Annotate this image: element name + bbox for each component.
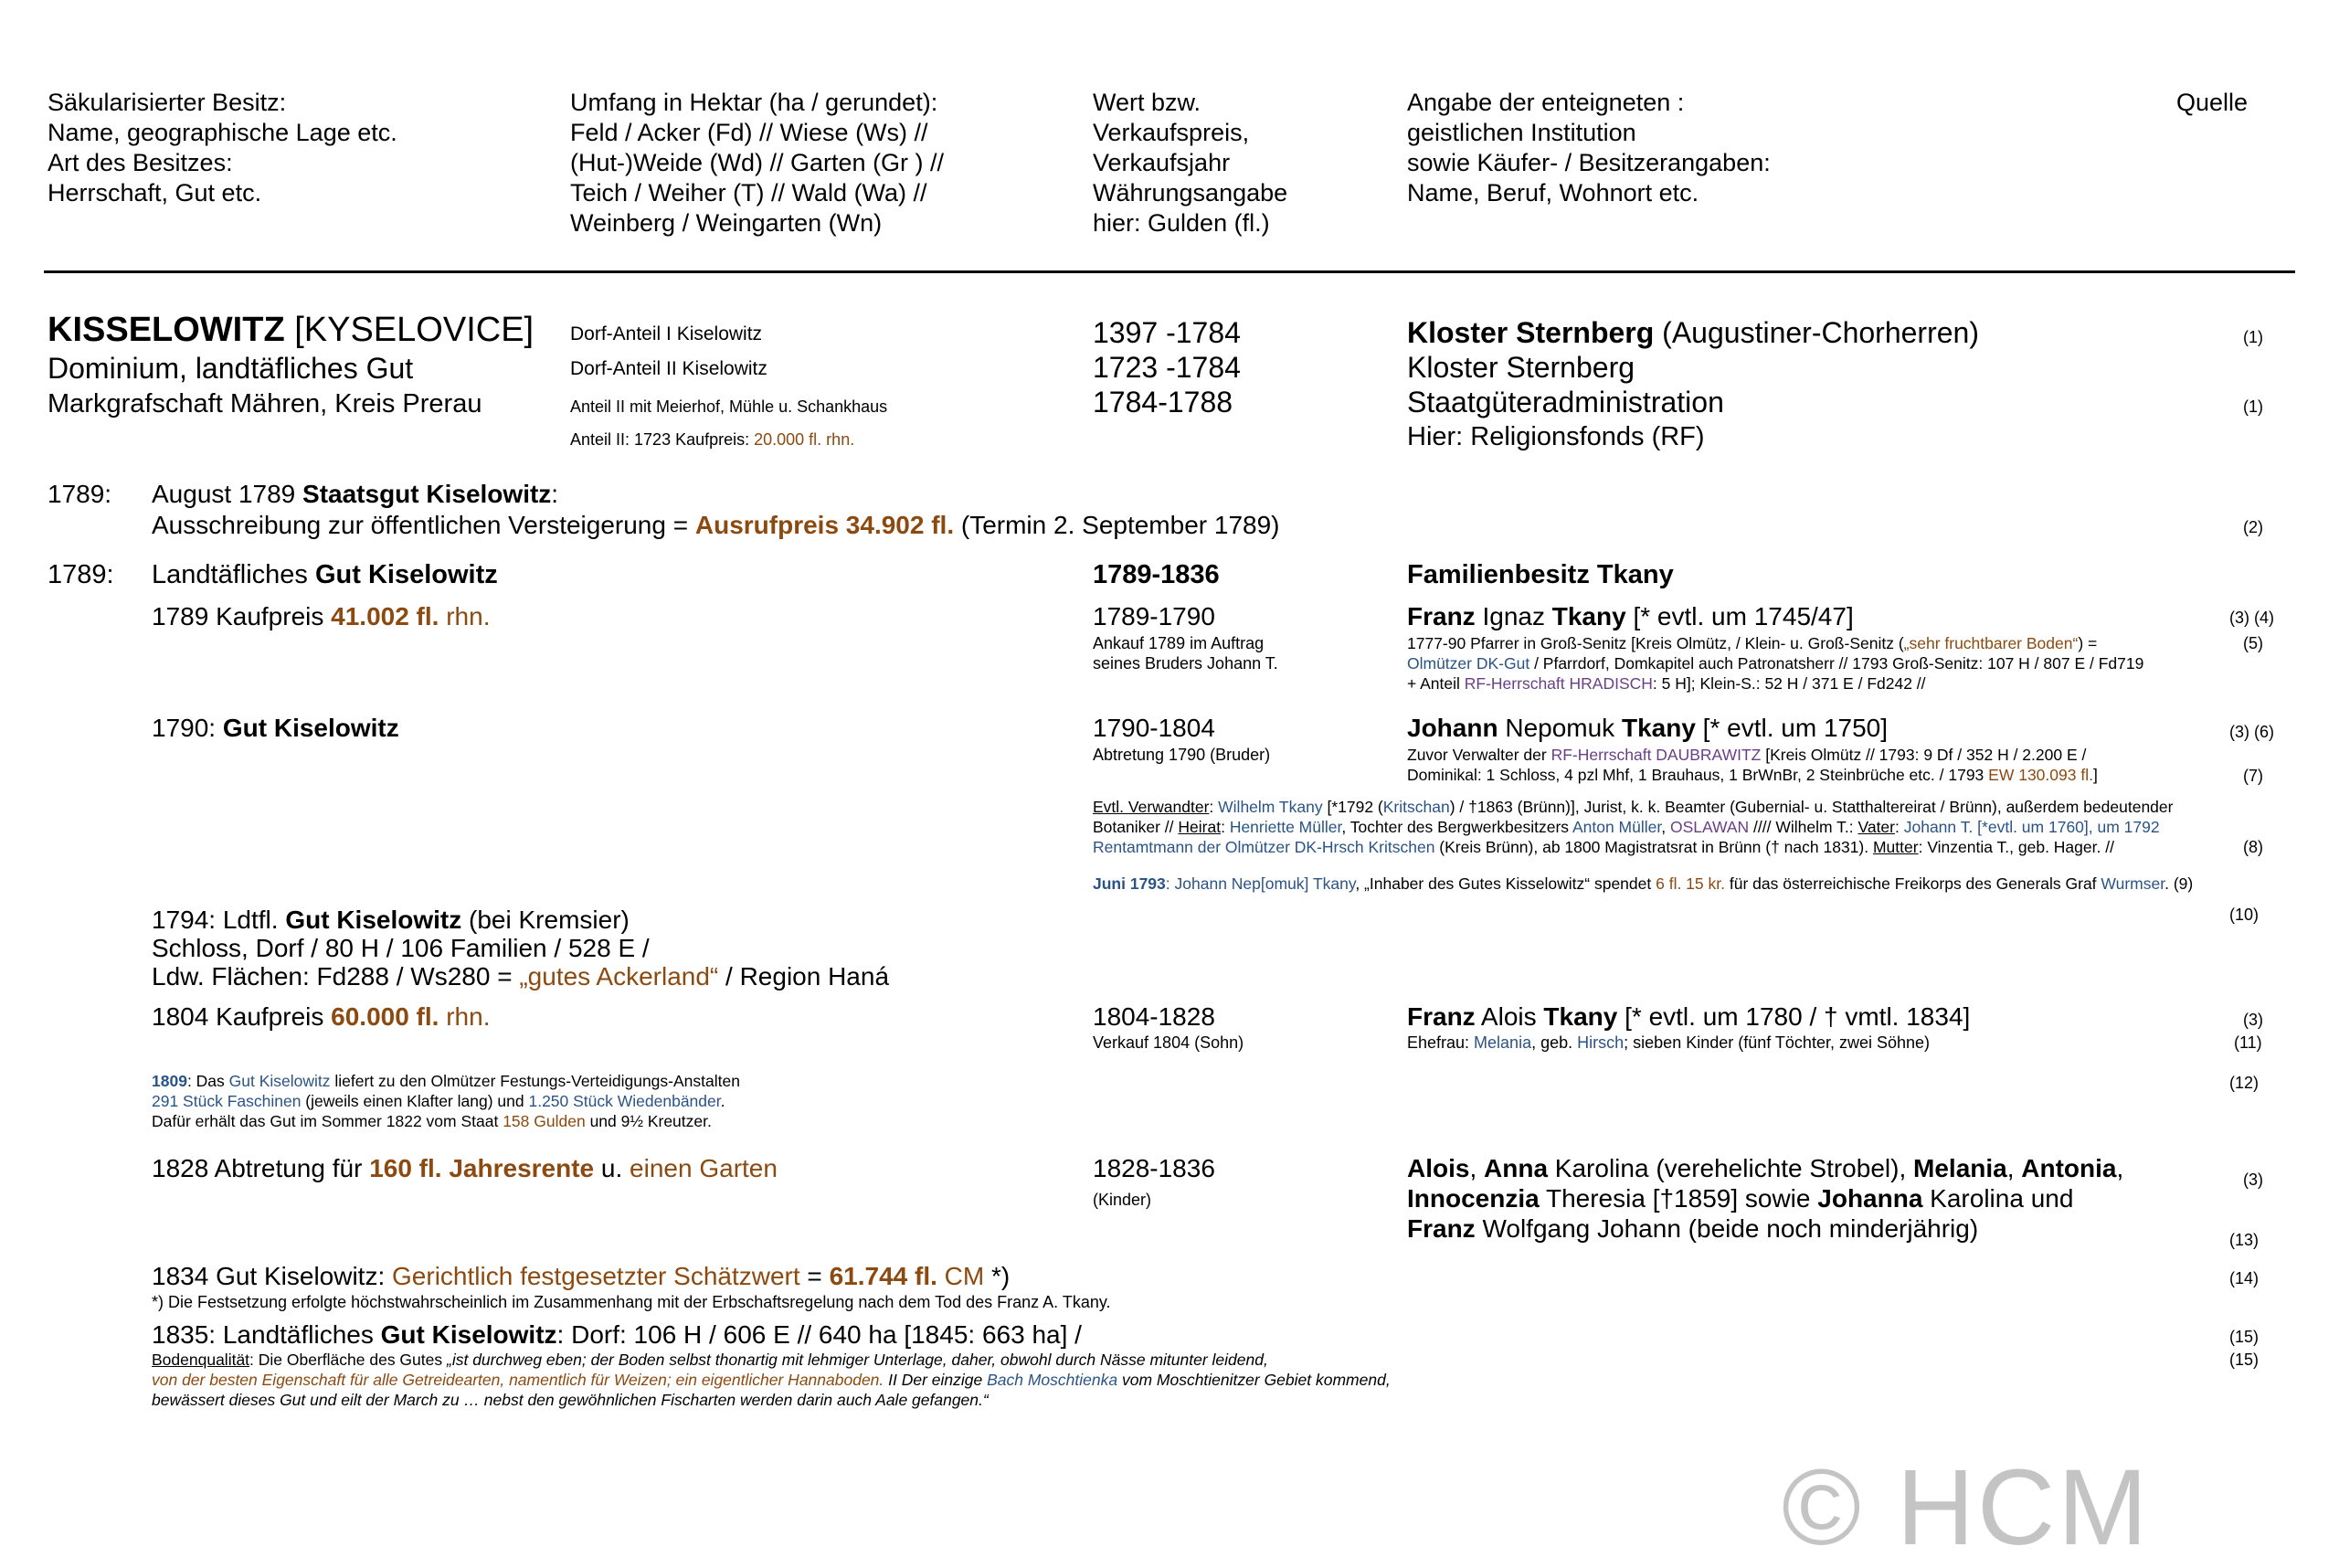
text: (Termin 2. September 1789) [954,511,1280,539]
anteil-4 [570,429,854,450]
text: Zuvor Verwalter der [1407,746,1551,764]
text: II Der einzige [884,1371,988,1389]
owner-1-rest: (Augustiner-Chorherren) [1654,316,1979,349]
link-text: Olmützer DK-Gut [1407,654,1530,673]
abtretung-1828 [152,1153,778,1184]
anteil-4-price: 20.000 fl. rhn. [754,430,855,449]
copyright-watermark: © HCM [1782,1447,2151,1568]
note-verkauf: Verkauf 1804 (Sohn) [1093,1033,1244,1052]
owners-kinder-2 [1407,1183,2073,1214]
text: , [1661,818,1670,836]
price-unit: rhn. [439,1002,491,1031]
label: Heirat [1178,818,1222,836]
text-bold: Franz [1407,1002,1476,1031]
header-text: Herrschaft, Gut etc. [48,179,262,207]
amount: 6 fl. 15 kr. [1656,874,1725,893]
gut-1835-line [152,1319,1082,1351]
text: . (9) [2164,874,2194,893]
header-text: Angabe der enteigneten : [1407,89,1685,116]
ref-10: (10) [2229,906,2260,924]
owners-kinder-3 [1407,1213,1978,1245]
text: Botaniker // [1093,818,1179,836]
text-bold: Antonia [2021,1154,2117,1182]
gut-1790-line [152,713,399,744]
date: Juni 1793 [1093,874,1166,893]
place: OSLAWAN [1669,818,1750,836]
johann-note-2 [1407,765,2098,785]
text: Ignaz [1475,602,1552,630]
text: Theresia [†1859] sowie [1539,1184,1818,1213]
herrschaft: RF-Herrschaft DAUBRAWITZ [1551,746,1762,764]
text: [*evtl. um 1760], um 1792 [1973,818,2160,836]
year-1789-a: 1789: [48,480,112,508]
owner-franz-alois [1407,1001,1970,1033]
owner-franz-ignaz [1407,601,1854,632]
header-col-institution [1407,88,1771,208]
verwandt-line-3 [1093,837,2114,857]
person: Henriette Müller [1229,818,1342,836]
text-bold: Gut Kiselowitz [222,714,399,742]
header-text: Umfang in Hektar (ha / gerundet): [570,89,938,116]
text: [Kreis Olmütz // 1793: 9 Df / 352 H / 2.200 E / [1761,746,2087,764]
person: Johann Nep[omuk] Tkany [1174,874,1356,893]
dates-1804-1828: 1804-1828 [1093,1002,1215,1031]
text: = [799,1262,830,1290]
person: Johann T. [1903,818,1974,836]
text-bold: Tkany [1551,602,1626,630]
anteil-3: Anteil II mit Meierhof, Mühle u. Schankhaus [570,397,888,416]
header-text: Säkularisierter Besitz: [48,89,287,116]
price: 60.000 fl. [331,1002,439,1031]
ref-1: (1) [2243,328,2263,346]
text: Dafür erhält das Gut im Sommer 1822 vom Staat [152,1112,503,1130]
kaufpreis-1804 [152,1001,490,1033]
text: (bei Kremsier) [461,906,630,934]
text: 1790: [152,714,223,742]
person: Melania [1474,1033,1532,1052]
dates-1789-1836: 1789-1836 [1093,560,1220,589]
text: : [551,480,559,508]
header-col-wert [1093,88,1287,238]
text: Dominikal: 1 Schloss, 4 pzl Mhf, 1 Brauhaus, 1 BrWnBr, 2 Steinbrüche etc. / 1793 [1407,766,1989,784]
text: / Region Haná [718,962,890,991]
ref-12: (11) [2234,1033,2262,1052]
header-col-besitz [48,88,397,208]
header-text: Währungsangabe [1093,179,1288,207]
ref-16: (14) [2229,1269,2260,1287]
person: Hirsch [1577,1033,1625,1052]
text: / Pfarrdorf, Domkapitel auch Patronatsherr // 1793 Groß-Senitz: 107 H / 807 E / Fd719 [1529,654,2144,673]
text-bold: Alois [1407,1154,1470,1182]
text: [* evtl. um 1750] [1695,714,1889,742]
title-alt: [KYSELOVICE] [284,311,534,349]
owner-4: Hier: Religionsfonds (RF) [1407,422,1705,451]
amount: 61.744 fl. [829,1262,937,1290]
text: Karolina und [1922,1184,2074,1213]
ref-7: (7) [2243,767,2263,785]
text: Rentamtmann der Olmützer DK-Hrsch Kritschen [1093,838,1435,856]
header-text: Verkaufspreis, [1093,119,1250,146]
text: , [2006,1154,2022,1182]
schaetzwert-1834 [152,1261,1010,1292]
owner-3: Staatgüteradministration [1407,386,1724,418]
text: : Das [186,1072,229,1090]
text: 1835: Landtäfliches [152,1320,381,1349]
text-bold: Franz [1407,602,1476,630]
title-main: KISSELOWITZ [48,311,285,349]
ref-4: (3) (4) [2229,609,2274,627]
person: Wilhelm Tkany [1218,798,1323,816]
text: und 9½ Kreutzer. [585,1112,712,1130]
text: 1777-90 Pfarrer in Groß-Senitz [Kreis Olmütz, / Klein- u. Groß-Senitz ( [1407,634,1904,652]
ref-11: (3) [2243,1011,2263,1029]
juni-1793-line [1093,874,2193,894]
text: 1828 Abtretung für [152,1154,370,1182]
text-bold: Gut Kiselowitz [314,560,498,589]
text: Landtäfliches [152,560,315,589]
staatsgut-line-2 [152,510,1280,541]
rente: Jahresrente [449,1154,595,1182]
header-text: Art des Besitzes: [48,149,233,176]
text: vom Moschtienitzer Gebiet kommend, [1117,1371,1391,1389]
text: : [1895,818,1904,836]
text-bold: Anna [1484,1154,1549,1182]
ref-8: (8) [2243,838,2263,856]
text-bold: Franz [1407,1214,1476,1243]
footnote-1834: *) Die Festsetzung erfolgte höchstwahrscheinlich im Zusammenhang mit der Erbschaftsregelung nach dem Tod des Franz A. Tkany. [152,1293,1111,1311]
text: 1789 Kaufpreis [152,602,332,630]
staatsgut-line-1 [152,479,558,510]
text: : Vinzentia T., geb. Hager. // [1918,838,2114,856]
text: ] [2092,766,2098,784]
header-text: Teich / Weiher (T) // Wald (Wa) // [570,179,927,207]
note-kinder: (Kinder) [1093,1191,1152,1209]
text-bold: Tkany [1621,714,1696,742]
text: , [1469,1154,1485,1182]
text: : 5 H]; Klein-S.: 52 H / 371 E / Fd242 // [1652,674,1926,693]
person: Wurmser [2101,874,2165,893]
text: Ehefrau: [1407,1033,1475,1052]
anteil-1: Dorf-Anteil I Kiselowitz [570,323,763,344]
franz-alois-note [1407,1033,1930,1053]
quote: „sehr fruchtbarer Boden“ [1903,634,2079,652]
ref-15: (13) [2229,1231,2260,1249]
amount: 158 Gulden [503,1112,586,1130]
header-text: (Hut-)Weide (Wd) // Garten (Gr ) // [570,149,945,176]
owner-1 [1407,314,1979,351]
dates-1828-1836: 1828-1836 [1093,1154,1215,1182]
text: : [1209,798,1219,816]
text: 1794: Ldtfl. [152,906,286,934]
text: , [2116,1154,2124,1182]
header-text: geistlichen Institution [1407,119,1636,146]
text: *) [984,1262,1011,1290]
bach: Bach Moschtienka [987,1371,1118,1389]
anteil-2: Dorf-Anteil II Kiselowitz [570,358,767,379]
boden-line-1 [152,1350,1268,1370]
ref-5: (5) [2243,634,2263,652]
text: : [1165,874,1175,893]
text: Karolina (verehelichte Strobel), [1548,1154,1914,1182]
text: [*1792 ( [1322,798,1383,816]
owner-2: Kloster Sternberg [1407,351,1635,384]
header-text: hier: Gulden (fl.) [1093,209,1270,237]
place: Kritschan [1382,798,1450,816]
ref-13: (12) [2229,1074,2260,1092]
gut: Gut Kiselowitz [228,1072,331,1090]
text: //// Wilhelm T.: [1749,818,1858,836]
text: [* evtl. um 1745/47] [1625,602,1854,630]
header-text: Feld / Acker (Fd) // Wiese (Ws) // [570,119,928,146]
text: ) / †1863 (Brünn)], Jurist, k. k. Beamter (Gubernial- u. Statthaltereirat / Brünn), außerdem bedeutender [1449,798,2174,816]
johann-note-1 [1407,745,2086,765]
year-1789-b: 1789: [48,560,114,589]
owner-1-name: Kloster Sternberg [1407,316,1655,349]
text-bold: Gut Kiselowitz [380,1320,557,1349]
date-3: 1784-1788 [1093,386,1233,418]
label: Evtl. Verwandter [1093,798,1210,816]
header-text: Name, Beruf, Wohnort etc. [1407,179,1699,207]
text: August 1789 [152,480,303,508]
ref-18: (15) [2229,1351,2260,1369]
ref-6: (3) (6) [2229,723,2274,741]
quote: „ist durchweg eben; der Boden selbst thonartig mit lehmiger Unterlage, daher, obwohl durch Nässe mitunter leidend, [447,1351,1268,1369]
text: Alois [1475,1002,1544,1031]
garten: einen Garten [630,1154,778,1182]
currency: CM [937,1262,985,1290]
text: , geb. [1531,1033,1578,1052]
text: 1804 Kaufpreis [152,1002,332,1031]
verwandt-line-2 [1093,817,2160,837]
text: + Anteil [1407,674,1465,693]
header-text: Name, geographische Lage etc. [48,119,397,146]
text-bold: Gut Kiselowitz [285,906,462,934]
header-col-umfang [570,88,944,238]
ref-17: (15) [2229,1328,2260,1346]
text: : Dorf: 106 H / 606 E // 640 ha [1845: 663 ha] / [556,1320,1082,1349]
text-bold: Tkany [1543,1002,1618,1031]
gut-1794-line-3 [152,961,889,992]
note-ankauf: Ankauf 1789 im Auftrag [1093,634,1265,652]
dates-1790-1804: 1790-1804 [1093,714,1215,742]
text: für das österreichische Freikorps des Generals Graf [1724,874,2101,893]
gut-1794-line-1 [152,905,630,936]
quote: von der besten Eigenschaft für alle Getreidearten, namentlich für Weizen; ein eigentlicher Hannaboden. [152,1371,884,1389]
text: 1834 Gut Kiselowitz: [152,1262,393,1290]
header-col-quelle: Quelle [2176,89,2249,116]
ausrufpreis: Ausrufpreis 34.902 fl. [694,511,955,539]
herrschaft: RF-Herrschaft HRADISCH [1464,674,1653,693]
header-divider [44,270,2295,273]
amount: 291 Stück Faschinen [152,1092,302,1110]
text: ; sieben Kinder (fünf Töchter, zwei Söhne) [1624,1033,1931,1052]
ref-3: (2) [2243,518,2263,536]
header-text: sowie Käufer- / Besitzerangaben: [1407,149,1771,176]
text-bold: Staatsgut Kiselowitz [302,480,552,508]
gut-1794-line-2: Schloss, Dorf / 80 H / 106 Familien / 528 E / [152,934,650,962]
price: 41.002 fl. [331,602,439,630]
text: (jeweils einen Klafter lang) und [301,1092,529,1110]
ertragswert: EW 130.093 fl. [1988,766,2093,784]
text: , Tochter des Bergwerkbesitzers [1341,818,1572,836]
text: Wolfgang Johann (beide noch minderjährig) [1475,1214,1979,1243]
label: Mutter [1872,838,1919,856]
note-bruder: seines Bruders Johann T. [1093,654,1278,673]
text: Nepomuk [1498,714,1622,742]
subtitle-region: Markgrafschaft Mähren, Kreis Prerau [48,389,482,418]
label: Vater [1857,818,1895,836]
year: 1809 [152,1072,187,1090]
kaufpreis-1789 [152,601,490,632]
header-text: Weinberg / Weingarten (Wn) [570,209,883,237]
verwandt-line-1 [1093,797,2173,817]
header-text: Wert bzw. [1093,89,1201,116]
text: , „Inhaber des Gutes Kisselowitz“ spendet [1355,874,1656,893]
text: (Kreis Brünn), ab 1800 Magistratsrat in Brünn († nach 1831). [1434,838,1873,856]
note-abtretung: Abtretung 1790 (Bruder) [1093,746,1271,764]
y1809-line-1 [152,1071,740,1091]
text: Ausschreibung zur öffentlichen Versteigerung = [152,511,695,539]
owners-kinder-1 [1407,1153,2123,1184]
text: Ldw. Flächen: Fd288 / Ws280 = [152,962,520,991]
text: . [720,1092,725,1110]
subtitle-dominium: Dominium, landtäfliches Gut [48,352,414,385]
franz-note-2 [1407,653,2143,673]
y1809-line-2 [152,1091,725,1111]
header-text: Verkaufsjahr [1093,149,1231,176]
text: : Die Oberfläche des Gutes [249,1351,447,1369]
text: : [1221,818,1230,836]
boden-line-3: bewässert dieses Gut und eilt der March zu … nebst den gewöhnlichen Fischarten werden darin auch Aale gefangen.“ [152,1391,989,1409]
text-bold: Melania [1913,1154,2007,1182]
label: Bodenqualität [152,1351,250,1369]
text: u. [594,1154,630,1182]
boden-line-2 [152,1370,1391,1390]
amount: 1.250 Stück Wiedenbänder [528,1092,721,1110]
dates-1789-1790: 1789-1790 [1093,602,1215,630]
franz-note-1 [1407,633,2097,653]
owner-johann [1407,713,1888,744]
text: [* evtl. um 1780 / † vmtl. 1834] [1617,1002,1971,1031]
quote: „gutes Ackerland“ [519,962,719,991]
ref-2: (1) [2243,397,2263,416]
text-bold: Johann [1407,714,1498,742]
franz-note-3 [1407,673,1926,694]
anteil-4-label: Anteil II: 1723 Kaufpreis: [570,430,755,449]
schaetzwert-label: Gerichtlich festgesetzter Schätzwert [392,1262,800,1290]
person: Anton Müller [1572,818,1662,836]
text: liefert zu den Olmützer Festungs-Verteidigungs-Anstalten [330,1072,740,1090]
page-title [48,310,534,350]
text-bold: Innocenzia [1407,1184,1540,1213]
text-bold: Johanna [1817,1184,1923,1213]
gut-1789-line [152,558,498,591]
ref-14: (3) [2243,1171,2263,1189]
date-2: 1723 -1784 [1093,351,1241,384]
familienbesitz: Familienbesitz Tkany [1407,560,1674,589]
y1809-line-3 [152,1111,712,1131]
price-unit: rhn. [439,602,491,630]
amount: 160 fl. [369,1154,442,1182]
text: ) = [2078,634,2098,652]
date-1: 1397 -1784 [1093,316,1241,349]
